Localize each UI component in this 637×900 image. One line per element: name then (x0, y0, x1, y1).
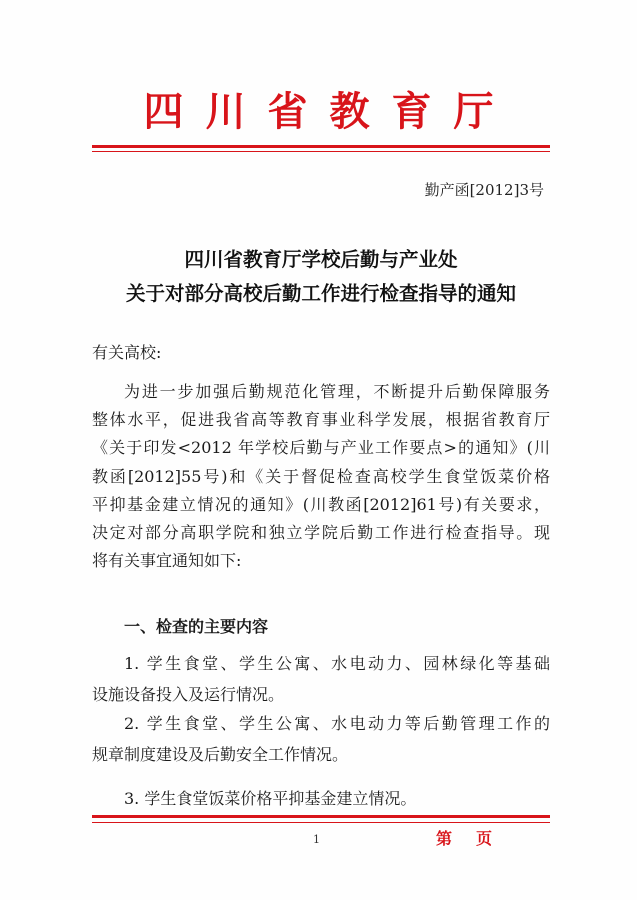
list-item (92, 648, 550, 710)
body-line: 教函[2012]55号)和《关于督促检查高校学生食堂饭菜价格 (92, 466, 550, 486)
letterhead-title: 四川省教育厅 (143, 88, 516, 135)
body-paragraph (92, 378, 550, 575)
document-title (92, 243, 550, 311)
list-item (92, 783, 550, 814)
title-line-2: 关于对部分高校后勤工作进行检查指导的通知 (125, 282, 516, 305)
list-item-line: 3. 学生食堂饭菜价格平抑基金建立情况。 (124, 789, 417, 808)
title-line-1: 四川省教育厅学校后勤与产业处 (184, 248, 458, 271)
section-heading: 一、检查的主要内容 (124, 617, 269, 636)
salutation: 有关高校: (92, 343, 162, 362)
footer-divider-thick (92, 815, 550, 818)
footer-divider-thin (92, 822, 550, 823)
list-item (92, 708, 550, 770)
list-item-line: 2. 学生食堂、学生公寓、水电动力等后勤管理工作的 (124, 714, 550, 733)
document-number: 勤产函[2012]3号 (424, 181, 544, 199)
body-line: 决定对部分高职学院和独立学院后勤工作进行检查指导。现 (92, 523, 550, 543)
body-line: 将有关事宜通知如下: (92, 551, 242, 571)
body-line: 为进一步加强后勤规范化管理，不断提升后勤保障服务 (124, 382, 550, 401)
list-item-line: 规章制度建设及后勤安全工作情况。 (92, 745, 349, 764)
page-label: 第页 (436, 829, 517, 848)
letterhead-divider-thick (92, 145, 550, 148)
list-item-line: 1. 学生食堂、学生公寓、水电动力、园林绿化等基础 (124, 654, 550, 673)
body-line: 《关于印发<2012 年学校后勤与产业工作要点>的通知》(川 (92, 438, 550, 458)
page-number: 1 (313, 833, 320, 846)
letterhead-divider-thin (92, 151, 550, 152)
body-line: 整体水平，促进我省高等教育事业科学发展，根据省教育厅 (92, 410, 550, 430)
list-item-line: 设施设备投入及运行情况。 (92, 685, 285, 704)
body-line: 平抑基金建立情况的通知》(川教函[2012]61号)有关要求， (92, 494, 550, 514)
